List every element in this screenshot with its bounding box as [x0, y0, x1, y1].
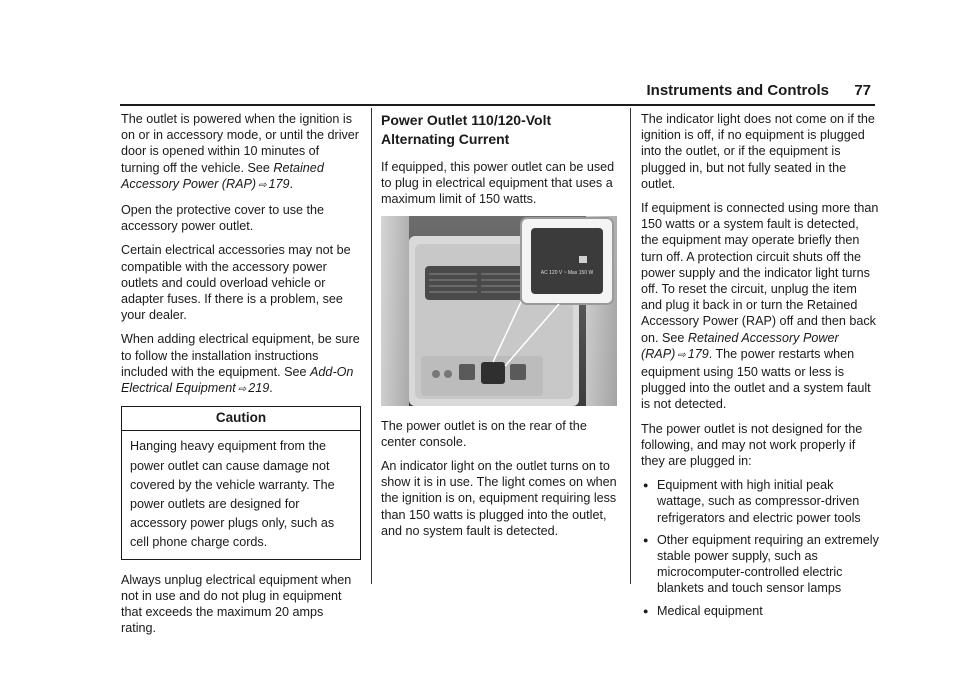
xref-page[interactable]: 179: [268, 176, 290, 191]
caution-text: Hanging heavy equipment from the power outlet can cause damage not covered by the vehicle warranty. The power outlets are designed for accessory power plugs only, such as cell phone charge cords.: [130, 439, 335, 550]
outlet-label: AC 120 V ~ Max 150 W: [540, 269, 594, 276]
xref-title[interactable]: Retained Accessory Power (RAP): [641, 330, 839, 361]
paragraph: If equipped, this power outlet can be used to plug in electrical equipment that uses a maximum limit of 150 watts.: [381, 160, 615, 207]
xref-title[interactable]: Retained Accessory Power (RAP): [121, 160, 324, 191]
paragraph: Open the protective cover to use the accessory power outlet.: [121, 203, 325, 234]
paragraph-text: When adding electrical equipment, be sure to follow the installation instructions included with the equipment. See: [121, 332, 360, 379]
paragraph: The power outlet is not designed for the following, and may not work properly if they are plugged in:: [641, 421, 863, 469]
paragraph-text: The outlet is powered when the ignition is on or in accessory mode, or until the driver door is opened within 10 minutes of turning off the vehicle. See: [121, 112, 359, 175]
right-arrow-icon: ⇨: [258, 179, 267, 191]
paragraph: The outlet is powered when the ignition is on or in accessory mode, or until the driver door is opened within 10 minutes of turning off the vehicle. See Retained Accessory Power (RAP) ⇨ 179.: [121, 112, 359, 191]
right-arrow-icon: ⇨: [677, 349, 686, 361]
page-number: 77: [854, 82, 871, 99]
section-title: Instruments and Controls: [646, 82, 829, 99]
header-rule: [120, 104, 875, 106]
list-item: ● Other equipment requiring an extremely stable power supply, such as microcomputer-controlled electric blankets and touch sensor lamps: [641, 532, 879, 597]
right-arrow-icon: ⇨: [237, 384, 247, 396]
column-middle: [381, 111, 618, 547]
bullet-list: [641, 477, 879, 619]
power-outlet-photo: [381, 216, 617, 406]
caution-box: [121, 406, 361, 559]
paragraph: An indicator light on the outlet turns on to show it is in use. The light comes on when the ignition is on, equipment requiring less than 150 watts is plugged into the outlet, and no system fault is detected.: [381, 459, 617, 538]
paragraph: If equipment is connected using more than 150 watts or a system fault is detected, the equipment may operate briefly then turn off. A protection circuit shuts off the power supply and the indicator light turns off. To reset the circuit, unplug the item and plug it back in or turn the Retained Accessory Power (RAP) off and then back on. See Retained Accessory Power (RAP) ⇨ 179. The power restarts when equipment using 150 watts or less is plugged into the outlet and a system fault is not detected.: [641, 201, 879, 412]
caution-title: Caution: [122, 407, 360, 431]
xref-title[interactable]: Add-On Electrical Equipment: [121, 364, 354, 396]
column-divider: [630, 108, 631, 584]
page-header: [120, 82, 875, 104]
paragraph: The power outlet is on the rear of the center console.: [381, 418, 587, 449]
list-item: ● Medical equipment: [641, 603, 879, 619]
xref-page[interactable]: 219: [248, 381, 270, 396]
paragraph: Always unplug electrical equipment when not in use and do not plug in equipment that exceeds the maximum 20 amps rating.: [121, 572, 352, 636]
paragraph-text: The power restarts when equipment using 150 watts or less is plugged into the outlet and a system fault is not detected.: [641, 346, 871, 412]
list-item: ● Equipment with high initial peak wattage, such as compressor-driven refrigerators and electric power tools: [641, 477, 879, 526]
column-divider: [371, 108, 372, 584]
paragraph-text: If equipment is connected using more than 150 watts or a system fault is detected, the equipment may operate briefly then turn off. A protection circuit shuts off the power supply and the indicator light turns off. To reset the circuit, unplug the item and plug it back in or turn the Retained Accessory Power (RAP) off and then back on. See: [641, 201, 879, 345]
column-right: [641, 111, 879, 625]
column-left: [121, 111, 361, 644]
xref-page[interactable]: 179: [687, 346, 709, 361]
paragraph: The indicator light does not come on if the ignition is off, if no equipment is plugged into the outlet, or if the equipment is plugged in, but not fully seated in the outlet.: [641, 112, 875, 191]
paragraph: Certain electrical accessories may not be compatible with the accessory power outlets and could overload vehicle or adapter fuses. If there is a problem, see your dealer.: [121, 243, 351, 323]
paragraph: When adding electrical equipment, be sure to follow the installation instructions included with the equipment. See Add-On Electrical Equipment ⇨ 219.: [121, 332, 360, 396]
subsection-heading: Power Outlet 110/120-Volt Alternating Current: [381, 112, 552, 147]
